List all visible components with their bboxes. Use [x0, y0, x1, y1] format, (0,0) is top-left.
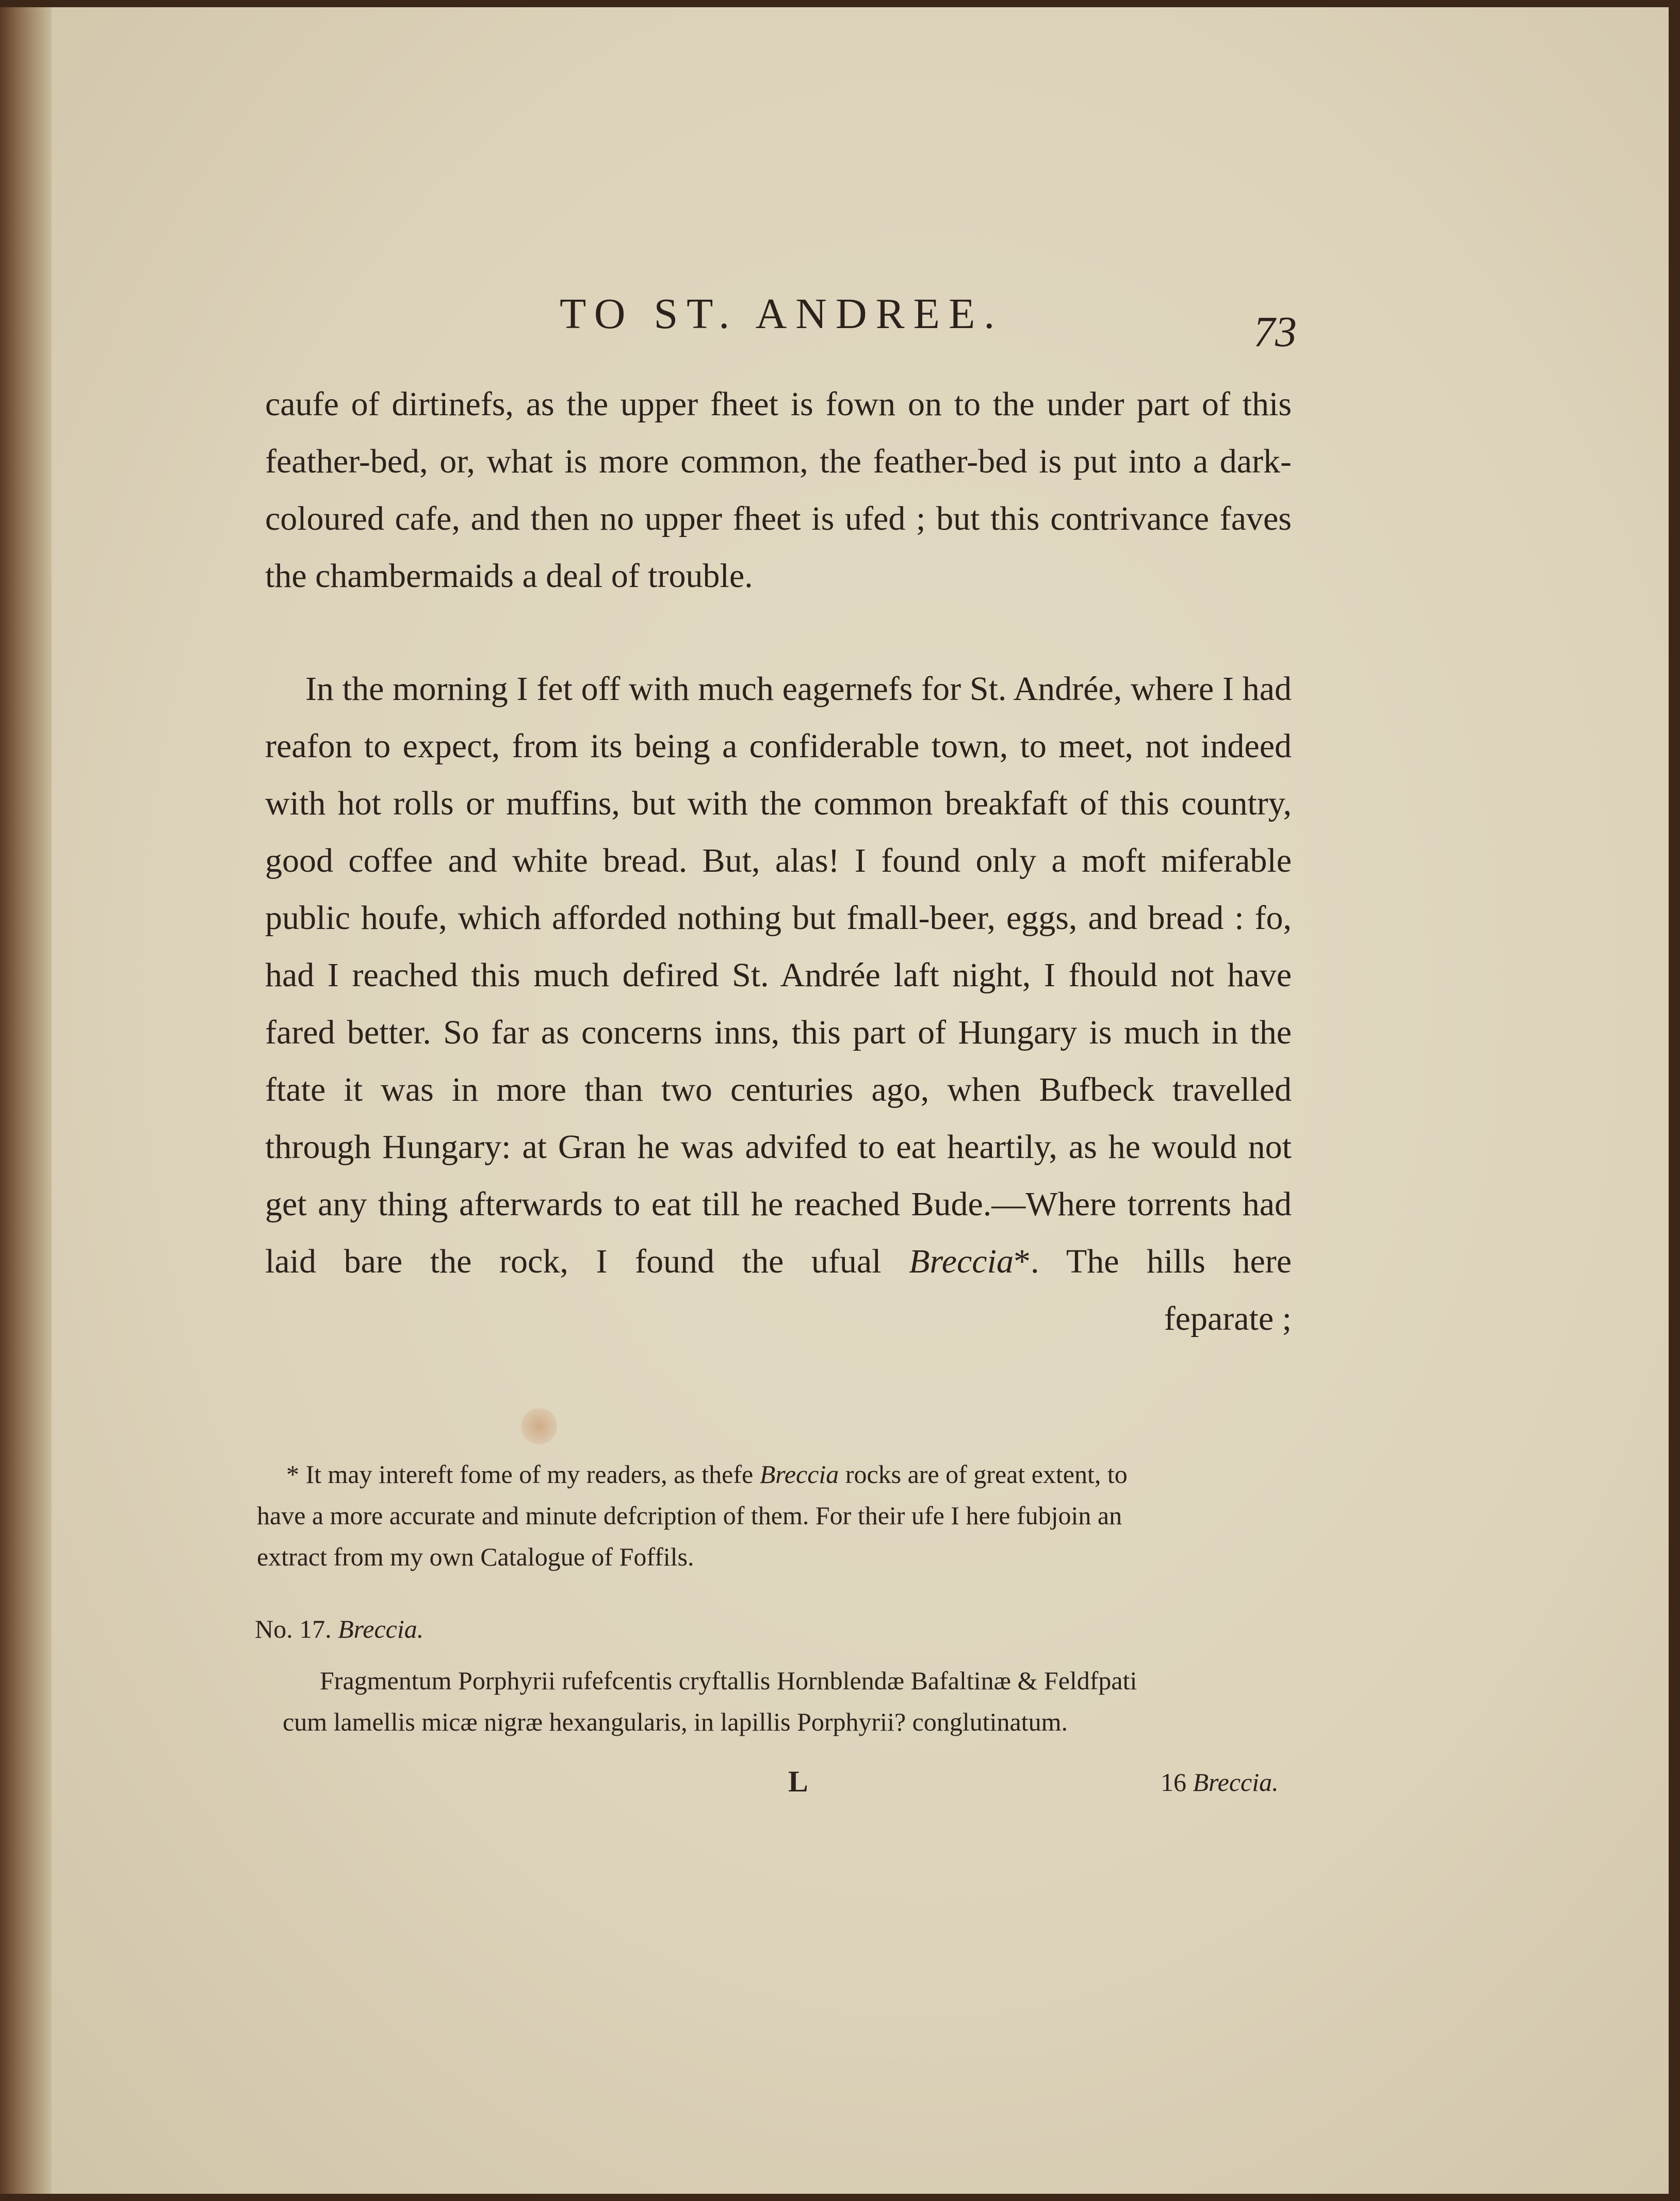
book-gutter	[0, 0, 52, 2201]
paragraph-1: caufe of dirtinefs, as the upper fheet is fown on to the under part of this feather-bed, or, what is more common, the feather-bed is put into a dark-coloured cafe, and then no upper fheet is ufed ; but this contrivance faves the chambermaids a deal of trouble.	[265, 385, 1292, 595]
paragraph-2-italic: Breccia	[909, 1243, 1014, 1280]
footnote-line-1-italic: Breccia	[759, 1460, 839, 1489]
body-text	[265, 376, 1292, 1347]
footnote-line-1-text: * It may intereft fome of my readers, as thefe	[286, 1460, 754, 1489]
catalogue-description-line-1: Fragmentum Porphyrii rufefcentis cryftallis Hornblendæ Bafaltinæ & Feldfpati	[320, 1666, 1137, 1695]
paper-stain	[521, 1408, 557, 1444]
paragraph-2-text: In the morning I fet off with much eagernefs for St. Andrée, where I had reafon to expect, from its being a confiderable town, to meet, not indeed with hot rolls or muffins, but with the common breakfaft of this country, good coffee and white bread. But, alas! I found only a moft miferable public houfe, which afforded nothing but fmall-beer, eggs, and bread : fo, had I reached this much defired St. Andrée laft night, I fhould not have fared better. So far as concerns inns, this part of Hungary is much in the ftate it was in more than two centuries ago, when Bufbeck travelled through Hungary: at Gran he was advifed to eat heartily, as he would not get any thing afterwards to eat till he reached Bude.—Where torrents had laid bare the rock, I found the ufual	[265, 670, 1292, 1280]
footer-catchword	[1161, 1767, 1279, 1797]
page-edge-bottom	[0, 2194, 1680, 2201]
footnote-line-1	[286, 1454, 1128, 1495]
catalogue-number: No. 17.	[255, 1615, 332, 1643]
catalogue-name: Breccia.	[338, 1615, 424, 1643]
catchword: feparate ;	[1164, 1300, 1292, 1338]
signature-mark: L	[788, 1765, 808, 1798]
footnote-line-2: have a more accurate and minute defcription of them. For their ufe I here fubjoin an	[257, 1501, 1122, 1530]
footnote-line-1-tail: rocks are of great extent, to	[845, 1460, 1128, 1489]
footnote-line-3: extract from my own Catalogue of Foffils.	[257, 1542, 694, 1571]
catalogue-entry-heading	[255, 1608, 423, 1650]
footer-catchword-number: 16	[1161, 1768, 1186, 1797]
footer-catchword-word: Breccia.	[1193, 1768, 1279, 1797]
running-head-title: TO ST. ANDREE.	[560, 290, 1004, 338]
catalogue-description-line-2: cum lamellis micæ nigræ hexangularis, in lapillis Porphyrii? conglutinatum.	[283, 1707, 1068, 1736]
page-edge-right	[1669, 0, 1680, 2201]
page-edge-top	[0, 0, 1680, 7]
paragraph-2	[265, 660, 1292, 1290]
paragraph-2-tail: *. The hills here	[1013, 1243, 1292, 1280]
page-number: 73	[1253, 308, 1297, 356]
